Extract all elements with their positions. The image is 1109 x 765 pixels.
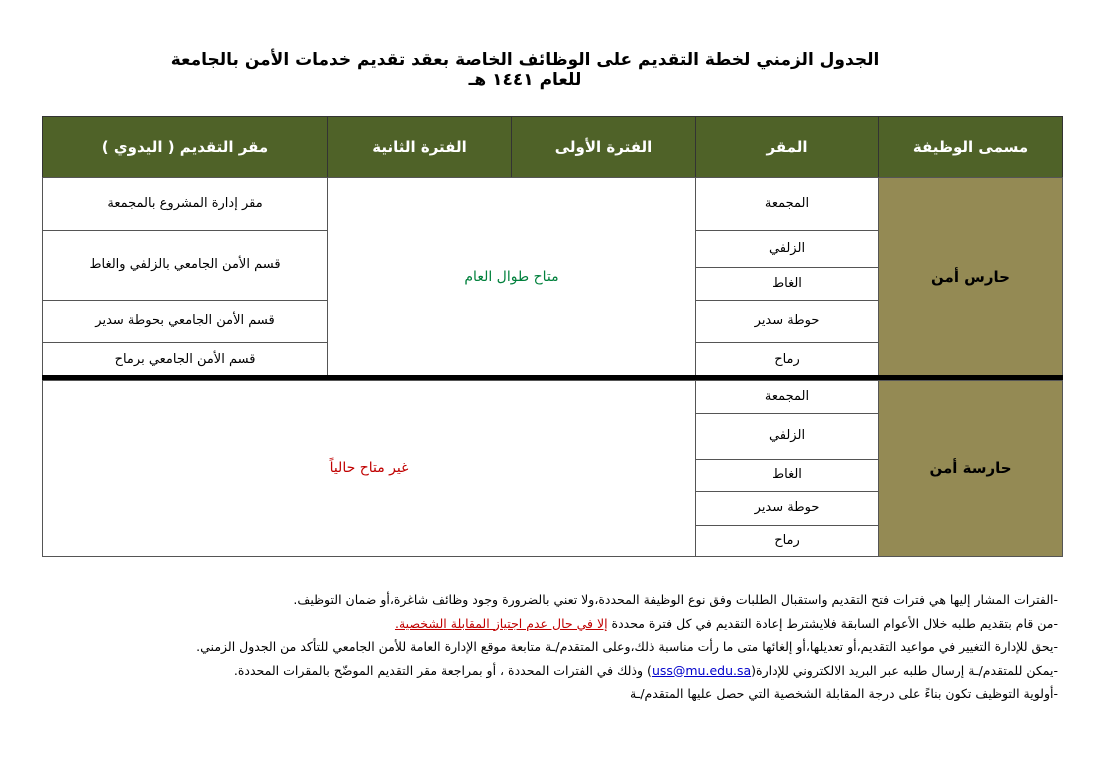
notes [40, 588, 1058, 706]
office-cell: مقر إدارة المشروع بالمجمعة [42, 177, 328, 231]
job-cell-female-guard: حارسة أمن [878, 380, 1063, 557]
office-cell: قسم الأمن الجامعي برماح [42, 342, 328, 378]
location-cell: الزلفي [695, 413, 879, 460]
page-title: الجدول الزمني لخطة التقديم على الوظائف الخاصة بعقد تقديم خدمات الأمن بالجامعة للعام ١٤٤١ هـ [170, 50, 880, 90]
office-cell: قسم الأمن الجامعي بحوطة سدير [42, 300, 328, 343]
note-4-text: -يمكن للمتقدم/ـة إرسال طلبه عبر البريد الالكتروني للإدارة( [751, 662, 1058, 678]
note-2-end: . [394, 615, 399, 631]
location-cell: رماح [695, 525, 879, 557]
availability-male-guard: متاح طوال العام [327, 177, 696, 378]
location-cell: الزلفي [695, 230, 879, 268]
location-cell: رماح [695, 342, 879, 378]
header-period2: الفترة الثانية [327, 116, 512, 178]
availability-female-guard: غير متاح حالياً [42, 380, 696, 557]
note-4 [40, 659, 1058, 683]
location-cell: الغاط [695, 267, 879, 301]
location-cell: حوطة سدير [695, 491, 879, 526]
header-location: المقر [695, 116, 879, 178]
office-cell: قسم الأمن الجامعي بالزلفي والغاط [42, 230, 328, 301]
note-5: -أولوية التوظيف تكون بناءً على درجة المقابلة الشخصية التي حصل عليها المتقدم/ـة [629, 686, 1058, 701]
header-manual-office: مقر التقديم ( اليدوي ) [42, 116, 328, 178]
section-divider [42, 375, 1063, 380]
note-4-text-end: ) وذلك في الفترات المحددة ، أو بمراجعة مقر التقديم الموضّح بالمقرات المحددة. [233, 662, 652, 678]
email-link[interactable]: uss@mu.edu.sa [651, 662, 752, 678]
header-period1: الفترة الأولى [511, 116, 696, 178]
header-job-title: مسمى الوظيفة [878, 116, 1063, 178]
location-cell: الغاط [695, 459, 879, 492]
note-3: -يحق للإدارة التغيير في مواعيد التقديم،أو تعديلها،أو إلغائها متى ما رأت مناسبة ذلك،وعلى المتقدم/ـة متابعة موقع الإدارة العامة للأمن الجامعي للتأكد من الجدول الزمني. [196, 639, 1058, 654]
note-2-text: -من قام بتقديم طلبه خلال الأعوام السابقة فلايشترط إعادة التقديم في كل فترة محددة [607, 615, 1058, 631]
job-cell-male-guard: حارس أمن [878, 177, 1063, 378]
note-2-highlight: إلا في حال عدم اجتياز المقابلة الشخصية [398, 615, 608, 631]
location-cell: المجمعة [695, 177, 879, 231]
location-cell: حوطة سدير [695, 300, 879, 343]
note-1: -الفترات المشار إليها هي فترات فتح التقديم واستقبال الطلبات وفق نوع الوظيفة المحددة،ولا تعني بالضرورة وجود وظائف شاغرة،أو ضمان التوظيف. [293, 592, 1058, 607]
location-cell: المجمعة [695, 380, 879, 414]
note-2 [40, 612, 1058, 636]
schedule-table [42, 116, 1063, 557]
